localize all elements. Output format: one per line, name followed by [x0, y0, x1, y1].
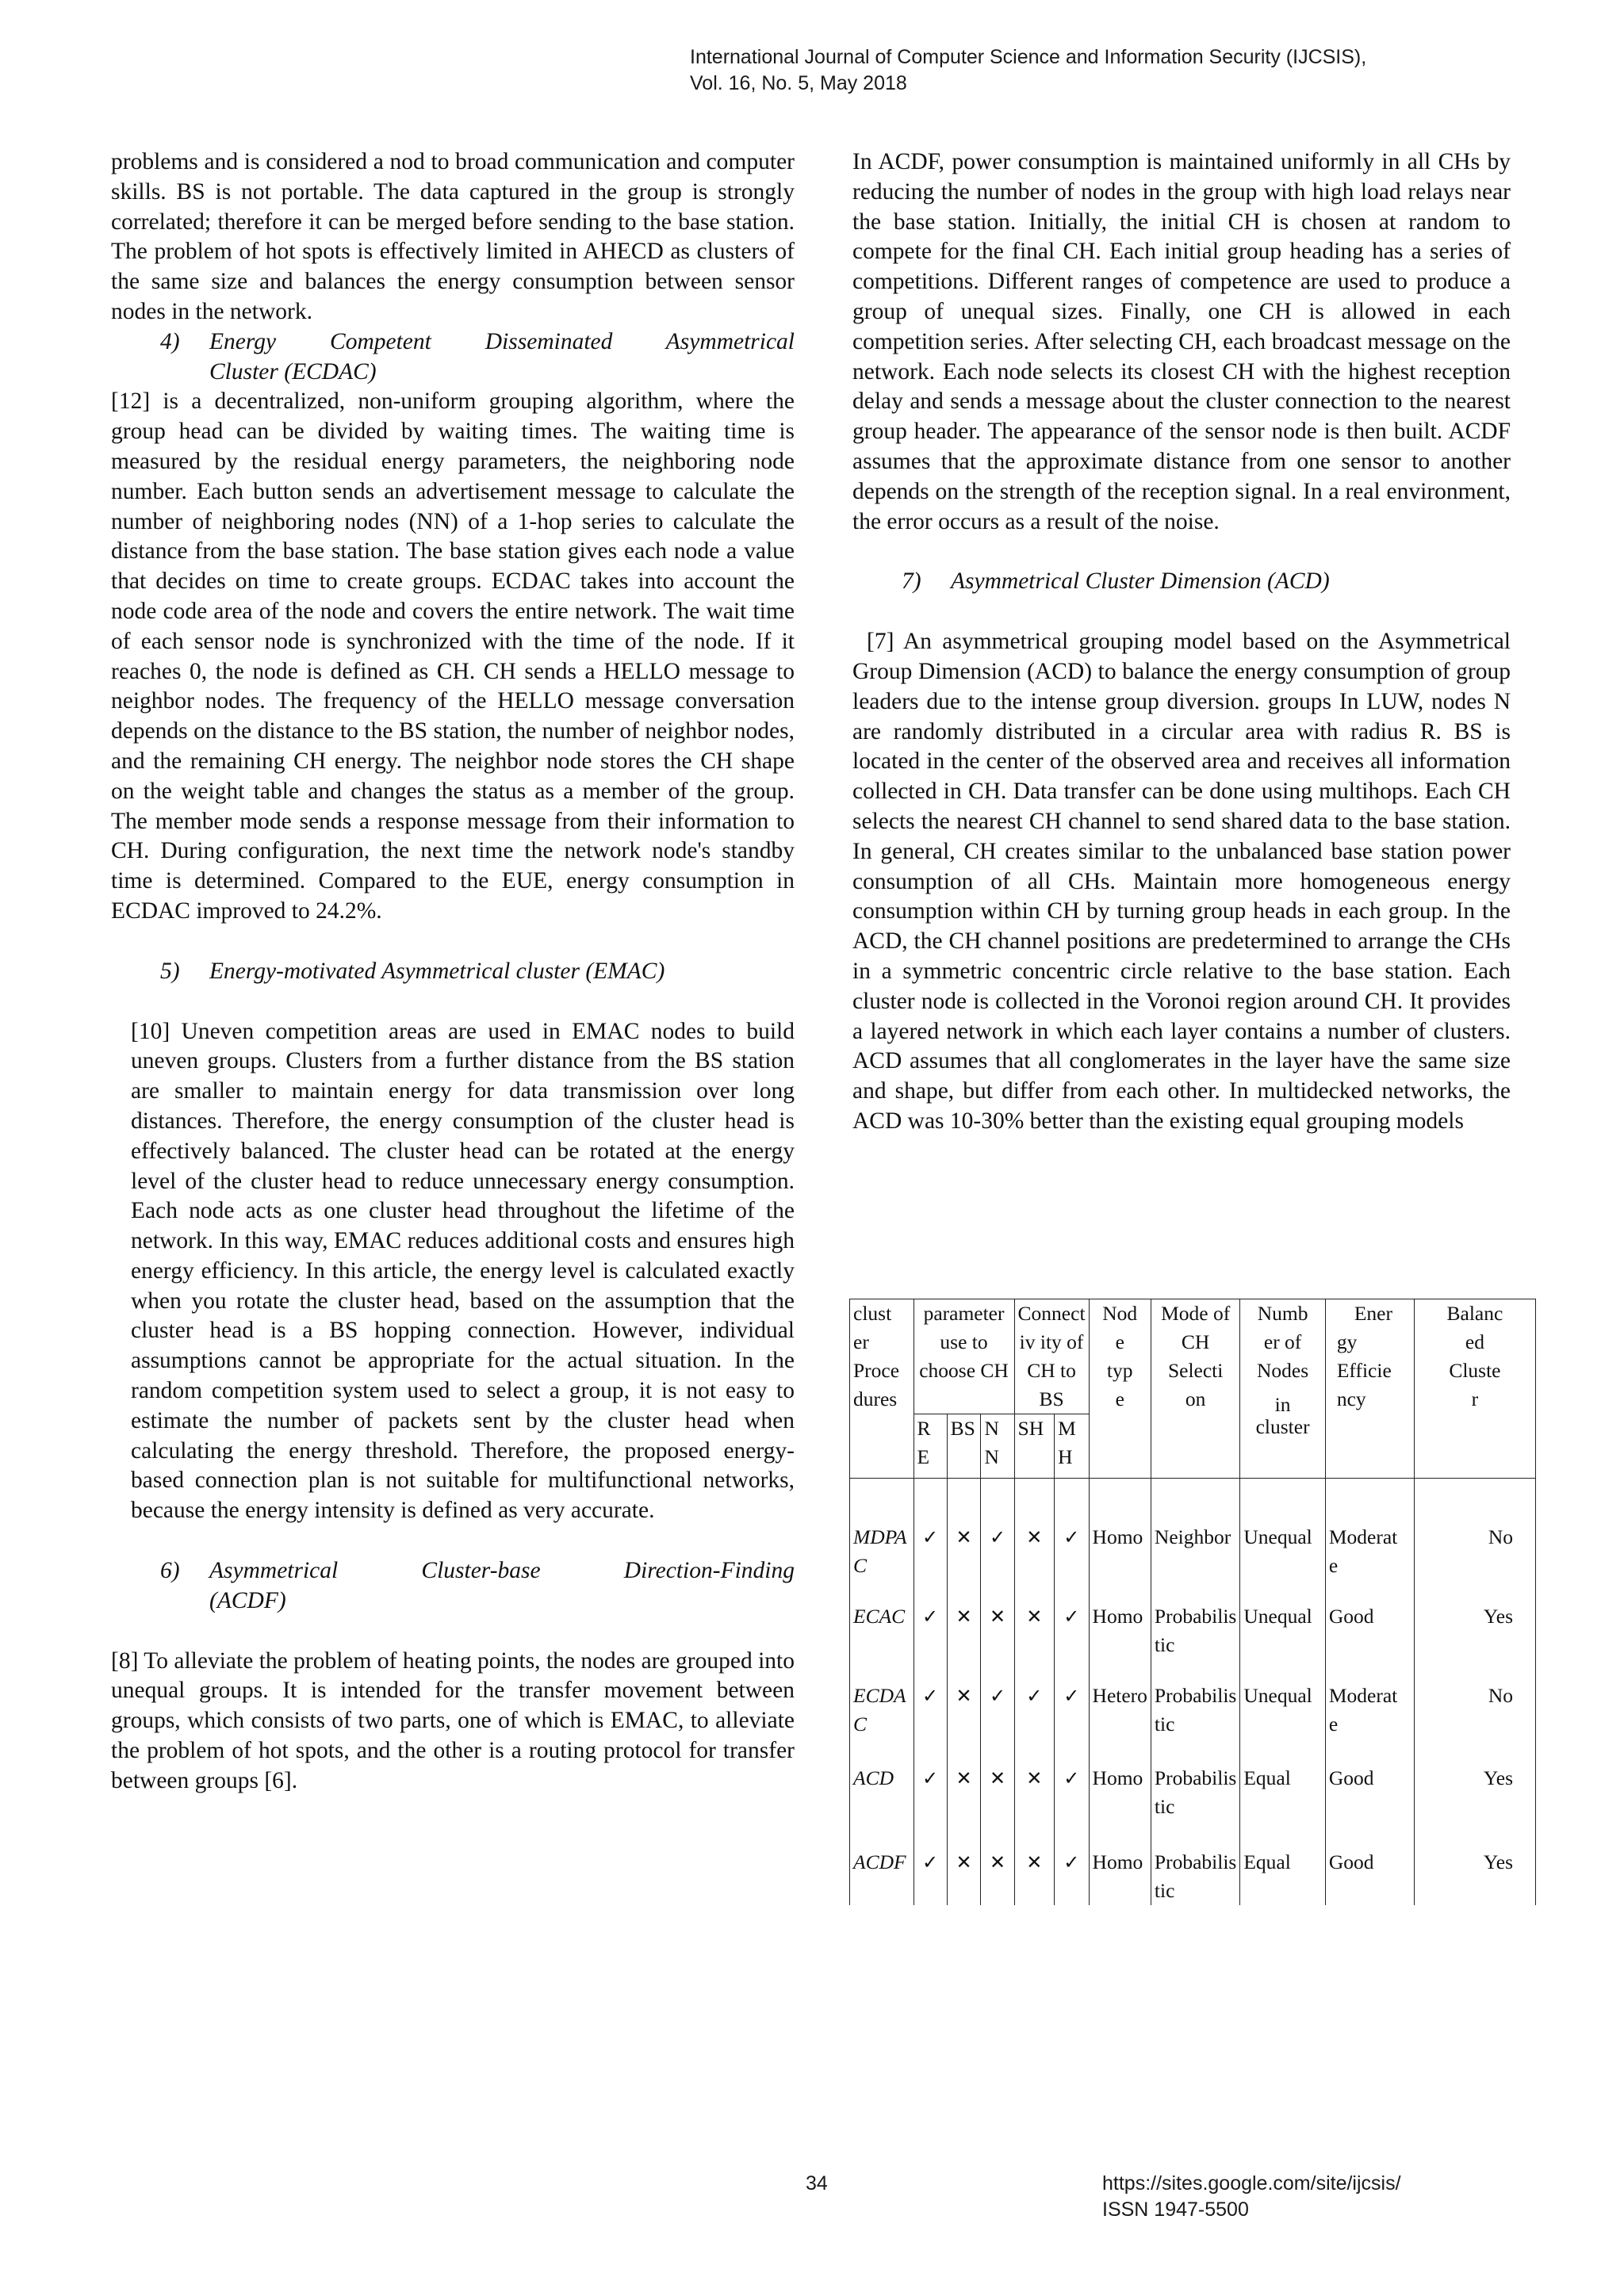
header-balanced-cluster: Balanc ed Cluste r [1414, 1299, 1535, 1479]
balanced-cluster: Yes [1414, 1848, 1535, 1905]
comparison-table [849, 1299, 1536, 1905]
paragraph: [8] To alleviate the problem of heating points, the nodes are grouped into unequal groups. It is intended for the transfer movement between groups, which consists of two parts, one of which is EMAC, to alleviate the problem of hot spots, and the other is a routing protocol for transfer between groups [6]. [111, 1647, 795, 1793]
check-icon: ✓ [1055, 1764, 1089, 1848]
header-number-nodes: Numb er of Nodes in cluster [1240, 1299, 1326, 1479]
page-number: 34 [806, 2172, 828, 2195]
paragraph: [12] is a decentralized, non-uniform grouping algorithm, where the group head can be divided by waiting times. The waiting time is measured by the residual energy parameters, the neighboring node number. Each button sends an advertisement message to calculate the number of neighboring nodes (NN) of a 1-hop series to calculate the distance from the base station. The base station gives each node a value that decides on time to create groups. ECDAC takes into account the node code area of the node and covers the entire network. The wait time of each sensor node is synchronized with the time of the node. If it reaches 0, the node is defined as CH. CH sends a HELLO message to neighbor nodes. The frequency of the HELLO message conversation depends on the distance to the BS station, the number of neighbor nodes, and the remaining CH energy. The neighbor node stores the CH shape on the weight table and changes the status as a member of the group. The member mode sends a response message from their information to CH. During configuration, the next time the network node's standby time is determined. Compared to the EUE, energy consumption in ECDAC improved to 24.2%. [111, 388, 795, 924]
cross-icon: ✕ [947, 1602, 981, 1682]
header-node-type: Nod e typ e [1089, 1299, 1151, 1479]
cross-icon: ✕ [947, 1523, 981, 1602]
energy-efficiency: Moderat e [1325, 1523, 1414, 1602]
section-heading-5: 5) Energy-motivated Asymmetrical cluster (EMAC) [160, 958, 665, 984]
mode-selection: Probabilis tic [1151, 1682, 1239, 1764]
check-icon: ✓ [914, 1523, 947, 1602]
check-icon: ✓ [914, 1602, 947, 1682]
cross-icon: ✕ [1014, 1764, 1055, 1848]
paragraph: [10] Uneven competition areas are used in EMAC nodes to build uneven groups. Clusters from a further distance from the BS station are smaller to maintain energy for data transmission over long distances. Therefore, the energy consumption of the cluster head is effectively balanced. The cluster head can be rotated at the energy level of the cluster head to reduce unnecessary energy consumption. Each node acts as one cluster head throughout the lifetime of the network. In this way, EMAC reduces additional costs and ensures high energy efficiency. In this article, the energy level is calculated exactly when you rotate the cluster head, based on the assumption that the cluster head is a BS hopping connection. However, individual assumptions cannot be appropriate for the actual situation. In the random competition system used to select a group, it is not easy to estimate the number of packets sent by the cluster head when calculating the energy threshold. Therefore, the proposed energy-based connection plan is not suitable for multifunctional networks, because the energy intensity is defined as very accurate. [131, 1018, 795, 1524]
check-icon: ✓ [981, 1682, 1014, 1764]
table-row [850, 1523, 1536, 1602]
check-icon: ✓ [1055, 1682, 1089, 1764]
sub-bs: BS [947, 1414, 981, 1479]
energy-efficiency: Good [1325, 1764, 1414, 1848]
balanced-cluster: No [1414, 1523, 1535, 1602]
cluster-procedure-name: ECDA C [850, 1682, 914, 1764]
check-icon: ✓ [914, 1682, 947, 1764]
cross-icon: ✕ [981, 1764, 1014, 1848]
check-icon: ✓ [1055, 1848, 1089, 1905]
section-heading-4-cont: Cluster (ECDAC) [209, 358, 377, 385]
table-row [850, 1602, 1536, 1682]
check-icon: ✓ [914, 1764, 947, 1848]
cluster-procedure-name: ECAC [850, 1602, 914, 1682]
cross-icon: ✕ [947, 1764, 981, 1848]
mode-selection: Neighbor [1151, 1523, 1239, 1602]
energy-efficiency: Good [1325, 1848, 1414, 1905]
node-type: Homo [1089, 1764, 1151, 1848]
footer-url: https://sites.google.com/site/ijcsis/ [1102, 2172, 1401, 2195]
check-icon: ✓ [1014, 1682, 1055, 1764]
header-connectivity: Connect iv ity of CH to BS [1014, 1299, 1089, 1414]
node-type: Homo [1089, 1848, 1151, 1905]
node-type: Hetero [1089, 1682, 1151, 1764]
table-row [850, 1848, 1536, 1905]
paragraph: problems and is considered a nod to broad communication and computer skills. BS is not portable. The data captured in the group is strongly correlated; therefore it can be merged before sending to the base station. The problem of hot spots is effectively limited in AHECD as clusters of the same size and balances the energy consumption between sensor nodes in the network. [111, 149, 795, 324]
number-of-nodes: Equal [1240, 1764, 1326, 1848]
footer-issn: ISSN 1947-5500 [1102, 2198, 1249, 2221]
balanced-cluster: No [1414, 1682, 1535, 1764]
cluster-procedure-name: MDPA C [850, 1523, 914, 1602]
header-parameters: parameter use to choose CH [914, 1299, 1014, 1414]
journal-title: International Journal of Computer Science and Information Security (IJCSIS), [690, 46, 1367, 68]
cluster-procedure-name: ACDF [850, 1848, 914, 1905]
table-row [850, 1764, 1536, 1848]
mode-selection: Probabilis tic [1151, 1848, 1239, 1905]
number-of-nodes: Unequal [1240, 1602, 1326, 1682]
cross-icon: ✕ [1014, 1848, 1055, 1905]
cross-icon: ✕ [947, 1682, 981, 1764]
section-heading-7: 7) Asymmetrical Cluster Dimension (ACD) [902, 568, 1330, 595]
section-heading-6-cont: (ACDF) [209, 1587, 286, 1613]
header-energy-efficiency: Ener gy Efficie ncy [1325, 1299, 1414, 1479]
sub-re: R E [914, 1414, 947, 1479]
table-spacer [850, 1479, 1536, 1524]
cross-icon: ✕ [947, 1848, 981, 1905]
check-icon: ✓ [1055, 1523, 1089, 1602]
balanced-cluster: Yes [1414, 1602, 1535, 1682]
header-mode-selection: Mode of CH Selecti on [1151, 1299, 1239, 1479]
section-heading-6: 6) Asymmetrical Cluster-base Direction-Finding [160, 1558, 795, 1584]
mode-selection: Probabilis tic [1151, 1602, 1239, 1682]
energy-efficiency: Moderat e [1325, 1682, 1414, 1764]
cross-icon: ✕ [1014, 1523, 1055, 1602]
balanced-cluster: Yes [1414, 1764, 1535, 1848]
energy-efficiency: Good [1325, 1602, 1414, 1682]
cross-icon: ✕ [1014, 1602, 1055, 1682]
number-of-nodes: Unequal [1240, 1523, 1326, 1602]
cross-icon: ✕ [981, 1602, 1014, 1682]
journal-issue: Vol. 16, No. 5, May 2018 [690, 72, 907, 94]
table-body [850, 1523, 1536, 1905]
mode-selection: Probabilis tic [1151, 1764, 1239, 1848]
number-of-nodes: Unequal [1240, 1682, 1326, 1764]
check-icon: ✓ [1055, 1602, 1089, 1682]
right-column [852, 147, 1511, 1137]
node-type: Homo [1089, 1602, 1151, 1682]
cross-icon: ✕ [981, 1848, 1014, 1905]
section-heading-4: 4) Energy Competent Disseminated Asymmetrical [160, 328, 795, 354]
paragraph: [7] An asymmetrical grouping model based on the Asymmetrical Group Dimension (ACD) to balance the energy consumption of group leaders due to the intense group diversion. groups In LUW, nodes N are randomly distributed in a circular area with radius R. BS is located in the center of the observed area and receives all information collected in CH. Data transfer can be done using multihops. Each CH selects the nearest CH channel to send shared data to the base station. In general, CH creates similar to the unbalanced base station power consumption of all CHs. Maintain more homogeneous energy consumption within CH by turning group heads in each group. In the ACD, the CH channel positions are predetermined to arrange the CHs in a symmetric concentric circle relative to the base station. Each cluster node is collected in the Voronoi region around CH. It provides a layered network in which each layer contains a number of clusters. ACD assumes that all conglomerates in the layer have the same size and shape, but differ from each other. In multidecked networks, the ACD was 10-30% better than the existing equal grouping models [852, 629, 1511, 1134]
table-row [850, 1682, 1536, 1764]
table-header-row [850, 1299, 1536, 1414]
cluster-procedure-name: ACD [850, 1764, 914, 1848]
number-of-nodes: Equal [1240, 1848, 1326, 1905]
left-column [111, 147, 795, 1797]
check-icon: ✓ [981, 1523, 1014, 1602]
journal-header [690, 44, 1366, 97]
sub-sh: SH [1014, 1414, 1055, 1479]
check-icon: ✓ [914, 1848, 947, 1905]
header-cluster-procedures: clust er Proce dures [850, 1299, 914, 1479]
node-type: Homo [1089, 1523, 1151, 1602]
sub-mh: M H [1055, 1414, 1089, 1479]
paragraph: In ACDF, power consumption is maintained uniformly in all CHs by reducing the number of nodes in the group with high load relays near the base station. Initially, the initial CH is chosen at random to compete for the final CH. Each initial group heading has a series of competitions. Different ranges of competence are used to produce a group of unequal sizes. Finally, one CH is allowed in each competition series. After selecting CH, each broadcast message on the network. Each node selects its closest CH with the highest reception delay and sends a message about the cluster connection to the nearest group header. The appearance of the sensor node is then built. ACDF assumes that the approximate distance from one sensor to another depends on the strength of the reception signal. In a real environment, the error occurs as a result of the noise. [852, 149, 1511, 534]
sub-nn: N N [981, 1414, 1014, 1479]
